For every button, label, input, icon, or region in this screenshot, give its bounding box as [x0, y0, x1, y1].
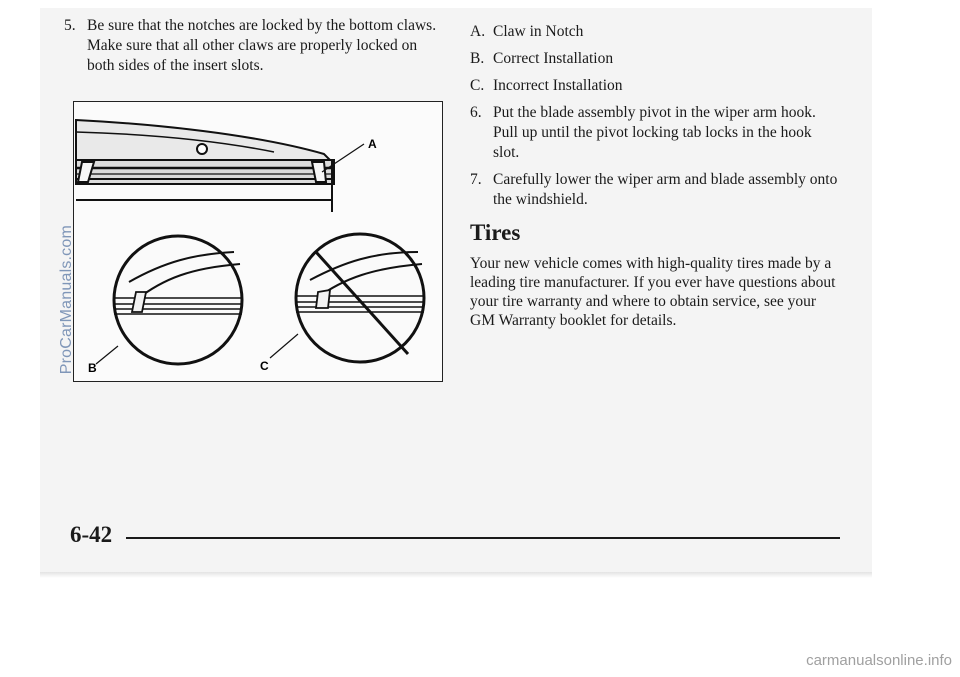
key-text: Claw in Notch	[493, 23, 584, 40]
step-text: Be sure that the notches are locked by the bottom claws. Make sure that all other claws are properly locked on both sides of the insert slots.	[87, 17, 437, 74]
pivot-circle	[197, 144, 207, 154]
step-6	[470, 103, 840, 163]
step-number: 5.	[64, 17, 76, 34]
key-text: Correct Installation	[493, 50, 614, 67]
wiper-diagram	[74, 102, 442, 381]
detail-circle-correct	[114, 236, 242, 364]
key-letter: A.	[470, 23, 486, 40]
key-letter: C.	[470, 77, 485, 94]
step-7	[470, 170, 840, 210]
footer-rule	[126, 537, 840, 539]
step-5	[64, 16, 442, 76]
page-shadow	[40, 572, 872, 578]
left-column	[64, 16, 442, 76]
right-column	[470, 22, 840, 330]
key-a	[470, 22, 840, 42]
step-number: 7.	[470, 171, 482, 188]
callout-c-leader	[270, 334, 298, 358]
section-paragraph: Your new vehicle comes with high-quality tires made by a leading tire manufacturer. If you ever have questions about your tire warranty and where to obtain service, see your GM Warranty booklet for details.	[470, 255, 836, 329]
step-number: 6.	[470, 104, 482, 121]
key-text: Incorrect Installation	[493, 77, 623, 94]
key-letter: B.	[470, 50, 485, 67]
callout-b: B	[88, 361, 97, 375]
side-watermark: ProCarManuals.com	[58, 225, 75, 375]
section-heading: Tires	[470, 220, 521, 245]
callout-b-leader	[96, 346, 118, 364]
callout-a: A	[368, 137, 377, 151]
wiper-insert-illustration	[73, 101, 443, 382]
bottom-watermark: carmanualsonline.info	[806, 652, 952, 669]
key-b	[470, 49, 840, 69]
blade-body	[76, 160, 334, 184]
callout-c: C	[260, 359, 269, 373]
page-number: 6-42	[70, 522, 113, 547]
step-text: Put the blade assembly pivot in the wiper arm hook. Pull up until the pivot locking tab locks in the hook slot.	[493, 104, 816, 161]
key-c	[470, 76, 840, 96]
incorrect-claw	[316, 290, 330, 308]
step-text: Carefully lower the wiper arm and blade assembly onto the windshield.	[493, 171, 838, 208]
